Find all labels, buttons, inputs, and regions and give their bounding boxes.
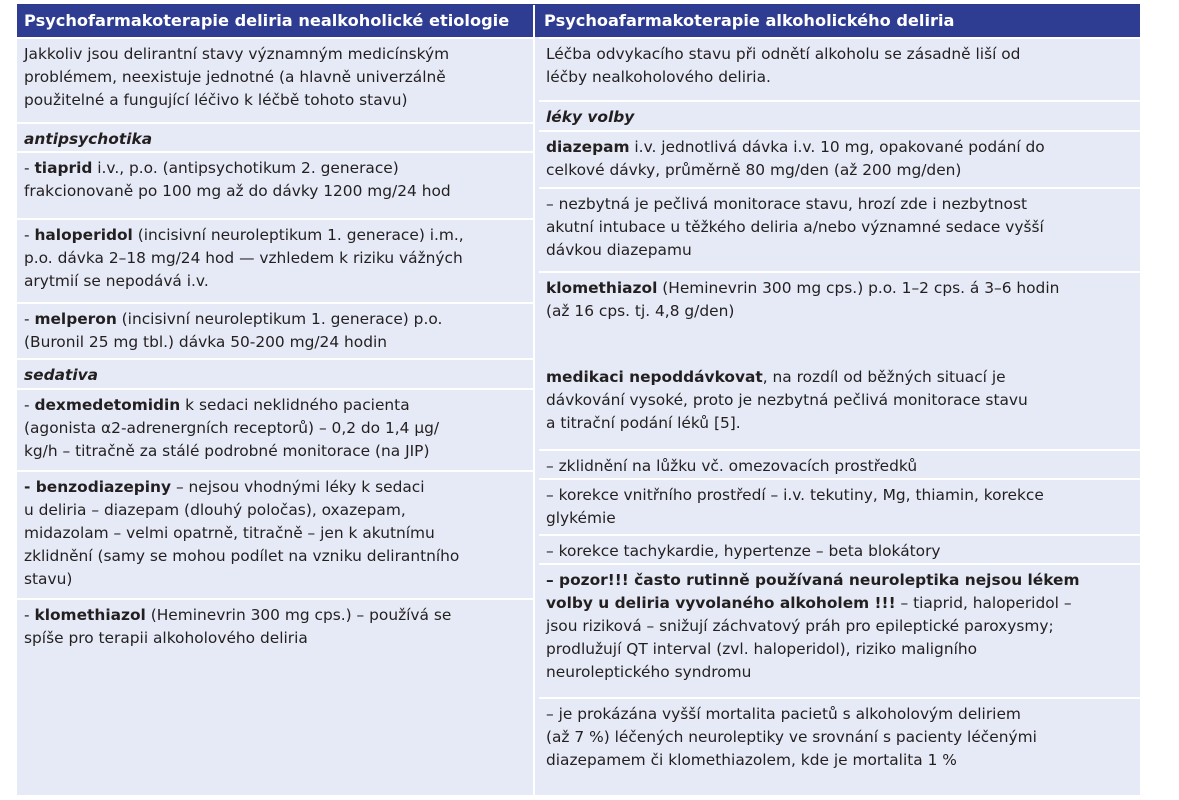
text-line: diazepamem či klomethiazolem, kde je mortalita 1 %: [546, 751, 957, 769]
monitoring-cell: [539, 187, 1140, 271]
pozor-cell: [539, 563, 1140, 697]
text-line: neuroleptického syndromu: [546, 663, 752, 681]
text-line: frakcionovaně po 100 mg až do dávky 1200 mg/24 hod: [24, 182, 451, 200]
text-line: akutní intubace u těžkého deliria a/nebo významné sedace vyšší: [546, 218, 1044, 236]
text-line: (až 7 %) léčených neuroleptiky ve srovnání s pacienty léčenými: [546, 728, 1037, 746]
bullet-prefix: -: [24, 606, 35, 624]
text-line: – korekce tachykardie, hypertenze – beta blokátory: [546, 542, 941, 560]
warning-line: – pozor!!! často rutinně používaná neuroleptika nejsou lékem: [546, 571, 1080, 589]
table-header: [17, 5, 1140, 37]
text-line: zklidnění (samy se mohou podílet na vzniku delirantního: [24, 547, 460, 565]
text-line: Jakkoliv jsou delirantní stavy významným medicínským: [24, 45, 450, 63]
text-line: a titrační podání léků [5].: [546, 414, 741, 432]
zklidneni-cell: [539, 449, 1140, 478]
bullet-prefix: -: [24, 310, 35, 328]
text-line: (Buronil 25 mg tbl.) dávka 50-200 mg/24 hodin: [24, 333, 387, 351]
drug-name: haloperidol: [34, 226, 133, 244]
therapy-table: [17, 4, 1140, 795]
text-line: použitelné a fungující léčivo k léčbě tohoto stavu): [24, 91, 408, 109]
haloperidol-cell: [17, 218, 533, 302]
drug-name: klomethiazol: [546, 279, 658, 297]
text-line: (až 16 cps. tj. 4,8 g/den): [546, 302, 735, 320]
text-line: dávkování vysoké, proto je nezbytná pečlivá monitorace stavu: [546, 391, 1028, 409]
bullet-prefix: -: [24, 396, 35, 414]
text-line: stavu): [24, 570, 73, 588]
text-line: u deliria – diazepam (dlouhý poločas), oxazepam,: [24, 501, 406, 519]
text-line: celkové dávky, průměrně 80 mg/den (až 200 mg/den): [546, 161, 962, 179]
text-line: spíše pro terapii alkoholového deliria: [24, 629, 308, 647]
text-line: glykémie: [546, 509, 616, 527]
text-line: kg/h – titračně za stálé podrobné monitorace (na JIP): [24, 442, 430, 460]
benzodiazepiny-cell: [17, 470, 533, 598]
bullet-prefix: -: [24, 226, 35, 244]
medikace-cell: [539, 362, 1140, 449]
text-line: – je prokázána vyšší mortalita pacietů s alkoholovým deliriem: [546, 705, 1021, 723]
drug-name: diazepam: [546, 138, 630, 156]
text-run: (incisivní neuroleptikum 1. generace) i.m.,: [132, 226, 464, 244]
text-line: – korekce vnitřního prostředí – i.v. tekutiny, Mg, thiamin, korekce: [546, 486, 1044, 504]
dexmedetomidin-cell: [17, 388, 533, 470]
section-heading: antipsychotika: [24, 130, 153, 148]
text-line: arytmií se nepodává i.v.: [24, 272, 209, 290]
header-left: Psychofarmakoterapie deliria nealkoholické etiologie: [24, 11, 510, 30]
mortalita-cell: [539, 697, 1140, 795]
drug-name: melperon: [34, 310, 117, 328]
klomethiazol-left-cell: [17, 598, 533, 795]
text-line: p.o. dávka 2–18 mg/24 hod — vzhledem k riziku vážných: [24, 249, 463, 267]
section-heading: léky volby: [546, 108, 635, 126]
text-run: – nejsou vhodnými léky k sedaci: [171, 478, 425, 496]
text-run: , na rozdíl od běžných situací je: [762, 368, 1006, 386]
drug-name: klomethiazol: [34, 606, 146, 624]
text-line: midazolam – velmi opatrně, titračně – jen k akutnímu: [24, 524, 435, 542]
drug-name: - benzodiazepiny: [24, 478, 172, 496]
text-run: k sedaci neklidného pacienta: [180, 396, 410, 414]
section-heading: sedativa: [24, 366, 99, 384]
text-line: (agonista α2-adrenergních receptorů) – 0,2 do 1,4 µg/: [24, 419, 440, 437]
right-intro-cell: [539, 37, 1140, 100]
text-line: Léčba odvykacího stavu při odnětí alkoholu se zásadně liší od: [546, 45, 1021, 63]
korekce-prostredi-cell: [539, 478, 1140, 534]
text-line: – zklidnění na lůžku vč. omezovacích prostředků: [546, 457, 918, 475]
text-run: (incisivní neuroleptikum 1. generace) p.o.: [116, 310, 443, 328]
text-run: – tiaprid, haloperidol –: [895, 594, 1072, 612]
klomethiazol-right-cell: [539, 271, 1140, 362]
leky-volby-heading-cell: [539, 100, 1140, 130]
text-run: (Heminevrin 300 mg cps.) – používá se: [145, 606, 452, 624]
text-line: léčby nealkoholového deliria.: [546, 68, 771, 86]
text-run: i.v. jednotlivá dávka i.v. 10 mg, opakované podání do: [629, 138, 1045, 156]
header-right: Psychoafarmakoterapie alkoholického deliria: [544, 11, 955, 30]
text-run: (Heminevrin 300 mg cps.) p.o. 1–2 cps. á 3–6 hodin: [657, 279, 1060, 297]
column-divider: [533, 5, 535, 795]
left-intro-cell: [17, 37, 533, 122]
bold-phrase: medikaci nepoddávkovat: [546, 368, 763, 386]
text-line: jsou riziková – snižují záchvatový práh pro epileptické paroxysmy;: [546, 617, 1054, 635]
text-line: dávkou diazepamu: [546, 241, 692, 259]
diazepam-cell: [539, 130, 1140, 187]
korekce-tachykardie-cell: [539, 534, 1140, 563]
drug-name: dexmedetomidin: [34, 396, 181, 414]
tiaprid-cell: [17, 151, 533, 218]
text-line: – nezbytná je pečlivá monitorace stavu, hrozí zde i nezbytnost: [546, 195, 1028, 213]
sedativa-heading-cell: [17, 358, 533, 388]
antipsychotika-heading-cell: [17, 122, 533, 151]
bold-phrase: volby u deliria vyvolaného alkoholem !!!: [546, 594, 896, 612]
drug-name: tiaprid: [34, 159, 93, 177]
melperon-cell: [17, 302, 533, 358]
text-run: i.v., p.o. (antipsychotikum 2. generace): [92, 159, 399, 177]
text-line: prodlužují QT interval (zvl. haloperidol), riziko maligního: [546, 640, 978, 658]
text-line: problémem, neexistuje jednotné (a hlavně univerzálně: [24, 68, 446, 86]
bullet-prefix: -: [24, 159, 35, 177]
